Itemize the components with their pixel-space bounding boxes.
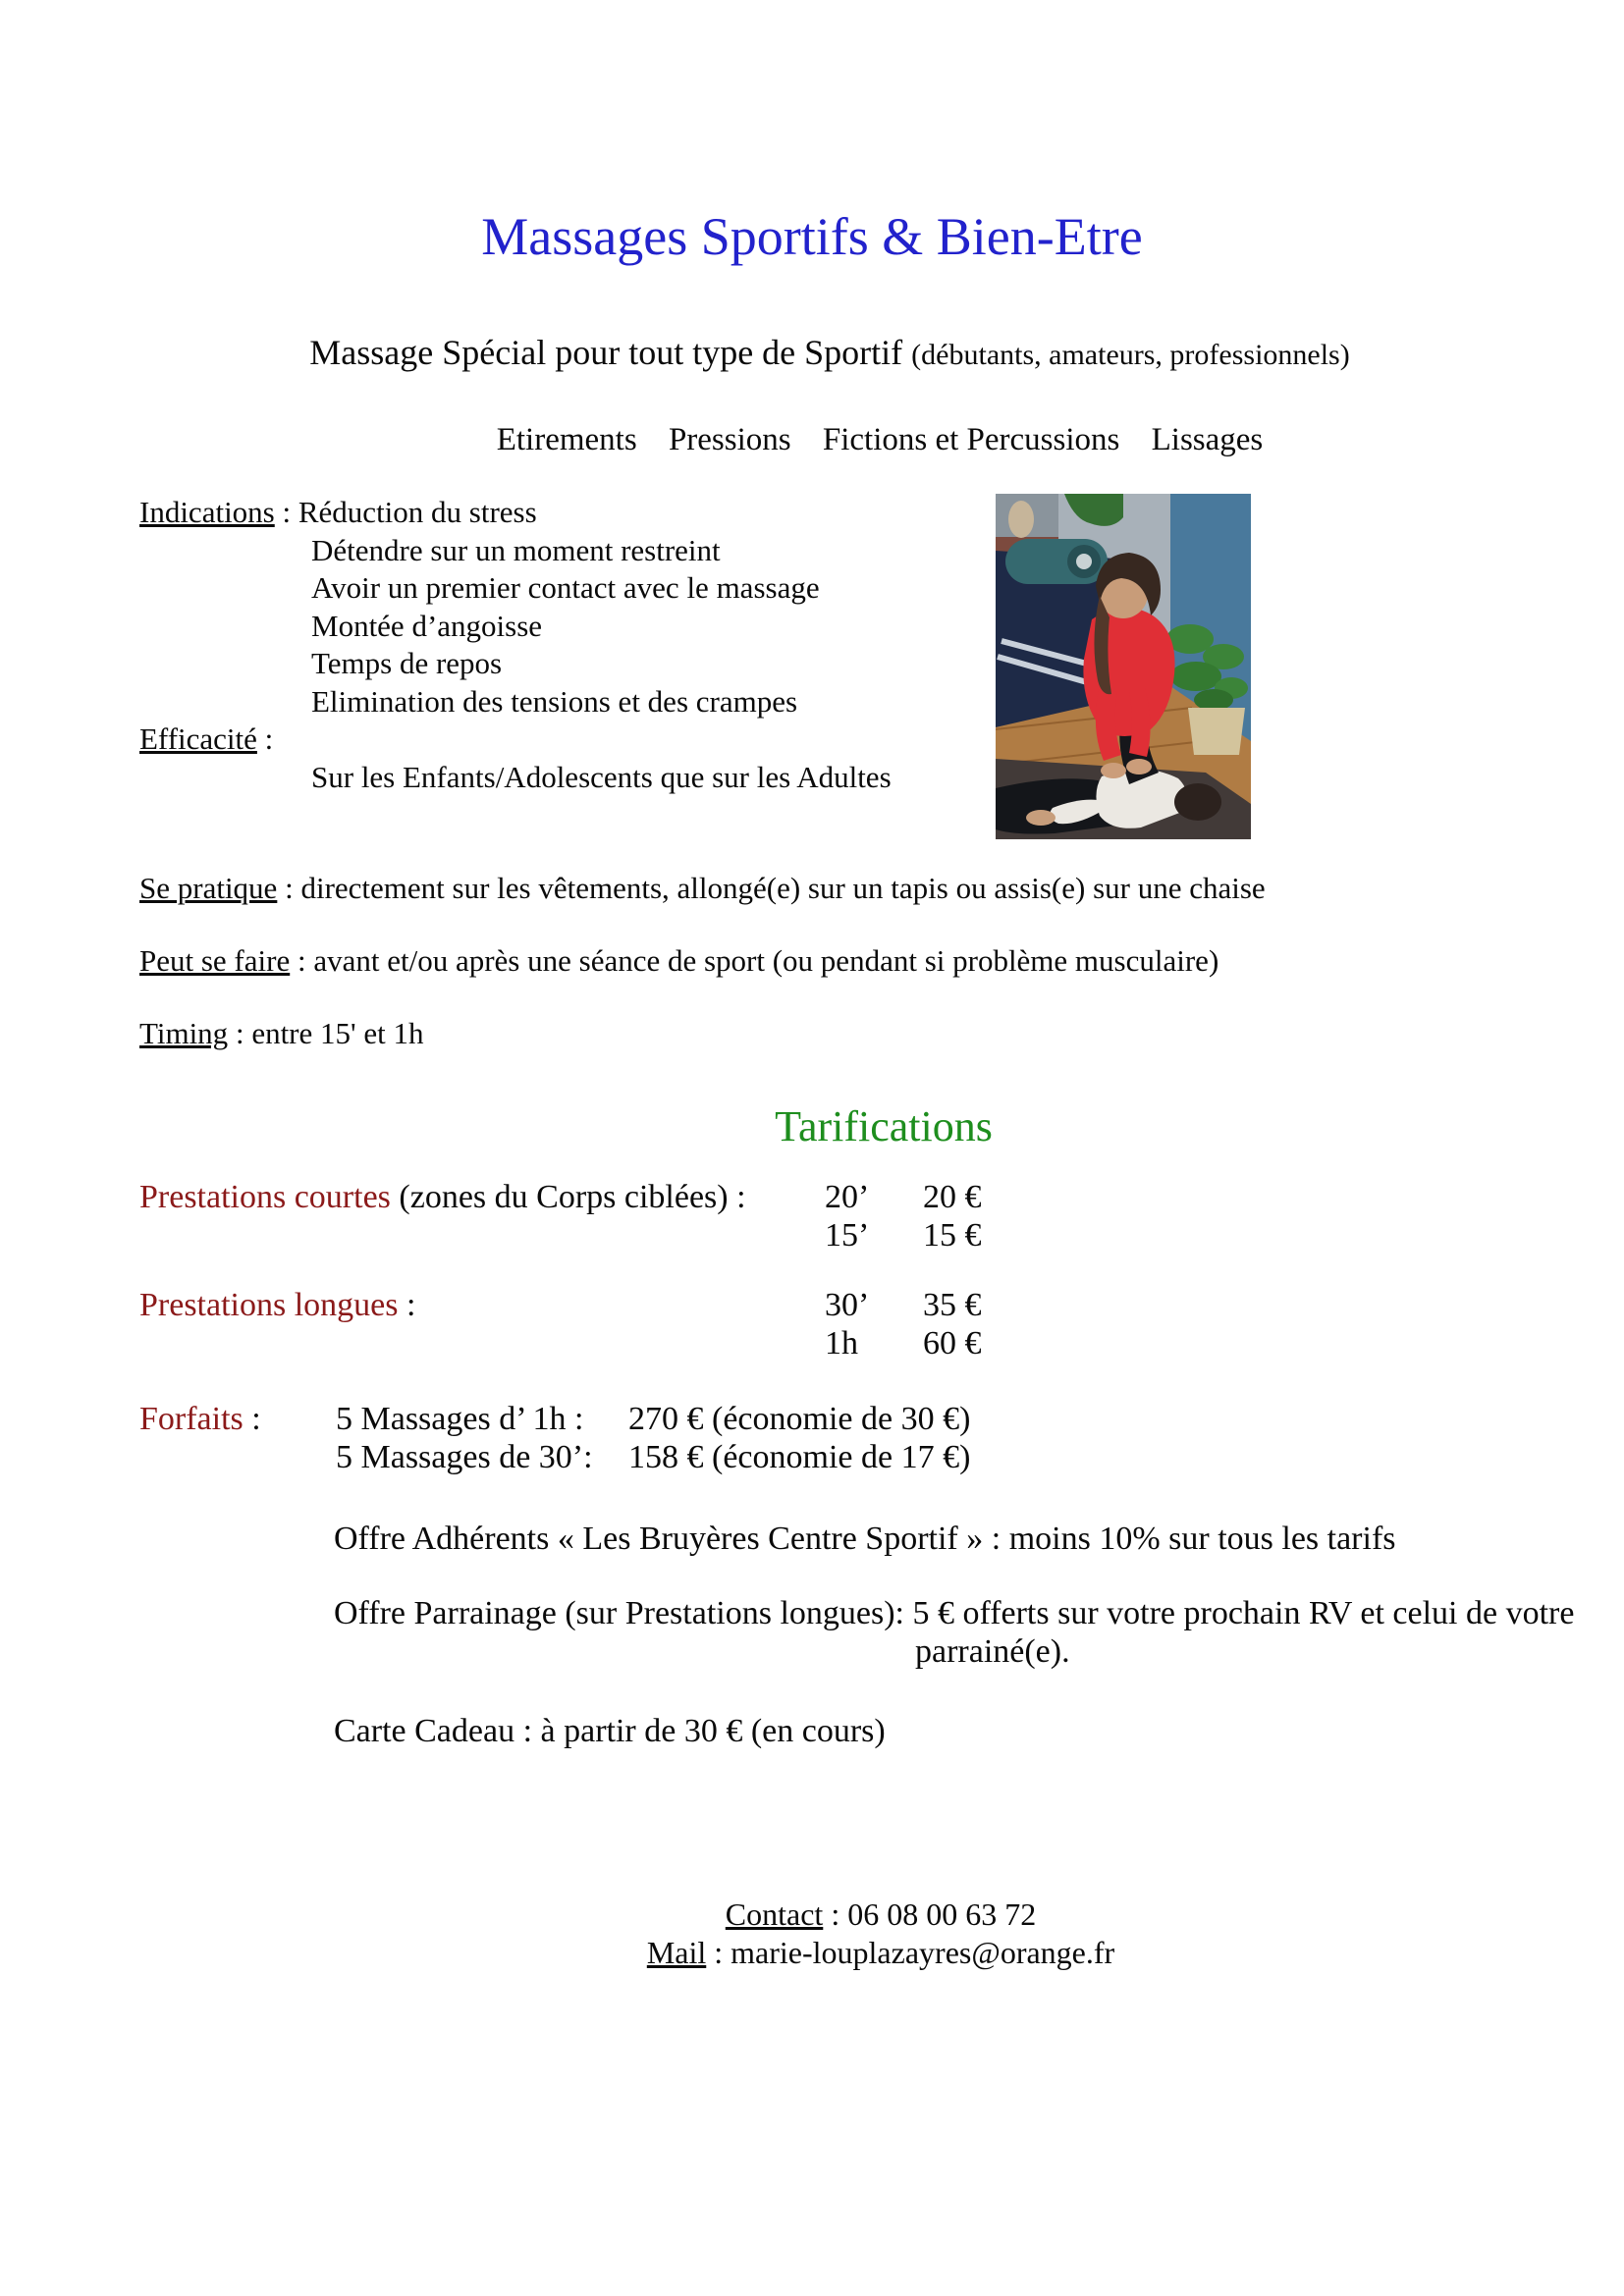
massage-photo [996, 494, 1251, 839]
contact-email: marie-louplazayres@orange.fr [731, 1934, 1115, 1970]
tarif-duration: 1h [825, 1325, 858, 1362]
offre-parrainage-line1: Offre Parrainage (sur Prestations longues): 5 € offerts sur votre prochain RV et celui de votre [334, 1595, 1575, 1631]
indication-item: Elimination des tensions et des crampes [311, 683, 798, 719]
forfait-price: 270 € (économie de 30 €) [628, 1401, 971, 1437]
page-title: Massages Sportifs & Bien-Etre [481, 207, 1143, 266]
tarif-price: 20 € [923, 1179, 982, 1215]
indication-item: Avoir un premier contact avec le massage [311, 570, 820, 605]
se-pratique-separator: : [277, 871, 301, 905]
offre-parrainage-line2: parrainé(e). [915, 1633, 1070, 1670]
tarif-duration: 15’ [825, 1217, 870, 1254]
timing-row [139, 1015, 423, 1053]
indication-item: Temps de repos [311, 646, 503, 680]
forfaits-section [139, 1400, 1318, 1476]
contact-separator: : [823, 1896, 848, 1932]
forfait-price: 158 € (économie de 17 €) [628, 1439, 971, 1475]
indication-item: Montée d’angoisse [311, 608, 543, 643]
technique-pressions: Pressions [668, 422, 791, 457]
efficacite-label: Efficacité [139, 721, 257, 756]
forfait-row [139, 1438, 1318, 1476]
tarif-price: 15 € [923, 1217, 982, 1254]
prestations-longues-detail: : [398, 1287, 416, 1323]
efficacite-text: Sur les Enfants/Adolescents que sur les Adultes [311, 759, 892, 794]
tarif-duration: 20’ [825, 1179, 870, 1215]
efficacite-separator: : [256, 721, 274, 756]
subtitle-main: Massage Spécial pour tout type de Sportif [309, 333, 903, 372]
prestations-courtes-detail: (zones du Corps ciblées) : [390, 1179, 746, 1215]
technique-etirements: Etirements [496, 422, 637, 457]
page-subtitle [0, 330, 1624, 378]
indication-item: Réduction du stress [298, 495, 537, 529]
contact-section [0, 1896, 1624, 1971]
offre-adherents: Offre Adhérents « Les Bruyères Centre Sportif » : moins 10% sur tous les tarifs [334, 1521, 1396, 1557]
indications-section [139, 494, 892, 796]
mail-row [137, 1934, 1624, 1972]
tarif-row [139, 1286, 1318, 1324]
peut-se-faire-text: avant et/ou après une séance de sport (ou pendant si problème musculaire) [313, 943, 1219, 978]
contact-phone: 06 08 00 63 72 [847, 1896, 1037, 1932]
forfait-name: 5 Massages d’ 1h : [336, 1401, 584, 1437]
timing-text: entre 15' et 1h [251, 1016, 424, 1050]
indications-row [139, 494, 892, 532]
mail-separator: : [706, 1934, 731, 1970]
prestations-longues-label: Prestations longues [139, 1287, 399, 1323]
se-pratique-text: directement sur les vêtements, allongé(e) sur un tapis ou assis(e) sur une chaise [300, 871, 1266, 905]
prestations-courtes-label: Prestations courtes [139, 1179, 391, 1215]
subtitle-audience: (débutants, amateurs, professionnels) [911, 339, 1350, 371]
carte-cadeau: Carte Cadeau : à partir de 30 € (en cours) [334, 1713, 886, 1749]
tarif-duration: 30’ [825, 1287, 870, 1323]
timing-label: Timing [139, 1016, 229, 1050]
efficacite-row [139, 721, 892, 759]
tarif-row [139, 1324, 1318, 1362]
forfaits-label: Forfaits [139, 1401, 244, 1437]
prestations-courtes-section [139, 1178, 1318, 1255]
forfaits-separator: : [243, 1401, 261, 1437]
indications-separator: : [274, 495, 298, 529]
contact-label: Contact [725, 1896, 824, 1932]
timing-separator: : [228, 1016, 252, 1050]
peut-se-faire-label: Peut se faire [139, 943, 291, 978]
offre-parrainage [334, 1594, 1575, 1671]
tarif-row [139, 1216, 1318, 1255]
forfait-name: 5 Massages de 30’: [336, 1439, 593, 1475]
peut-se-faire-row [139, 942, 1218, 981]
peut-se-faire-separator: : [290, 943, 314, 978]
se-pratique-row [139, 870, 1266, 908]
tarifications-heading: Tarifications [775, 1102, 993, 1150]
technique-fictions-percussions: Fictions et Percussions [822, 422, 1120, 457]
tarif-row [139, 1178, 1318, 1216]
tarif-price: 60 € [923, 1325, 982, 1362]
contact-row [137, 1896, 1624, 1934]
indications-label: Indications [139, 495, 275, 529]
prestations-longues-section [139, 1286, 1318, 1362]
mail-label: Mail [646, 1934, 707, 1970]
massage-photo-illustration [996, 494, 1251, 839]
forfait-row [139, 1400, 1318, 1438]
se-pratique-label: Se pratique [139, 871, 278, 905]
tarif-price: 35 € [923, 1287, 982, 1323]
technique-lissages: Lissages [1151, 422, 1264, 457]
indication-item: Détendre sur un moment restreint [311, 532, 721, 567]
techniques-list [0, 420, 1624, 459]
